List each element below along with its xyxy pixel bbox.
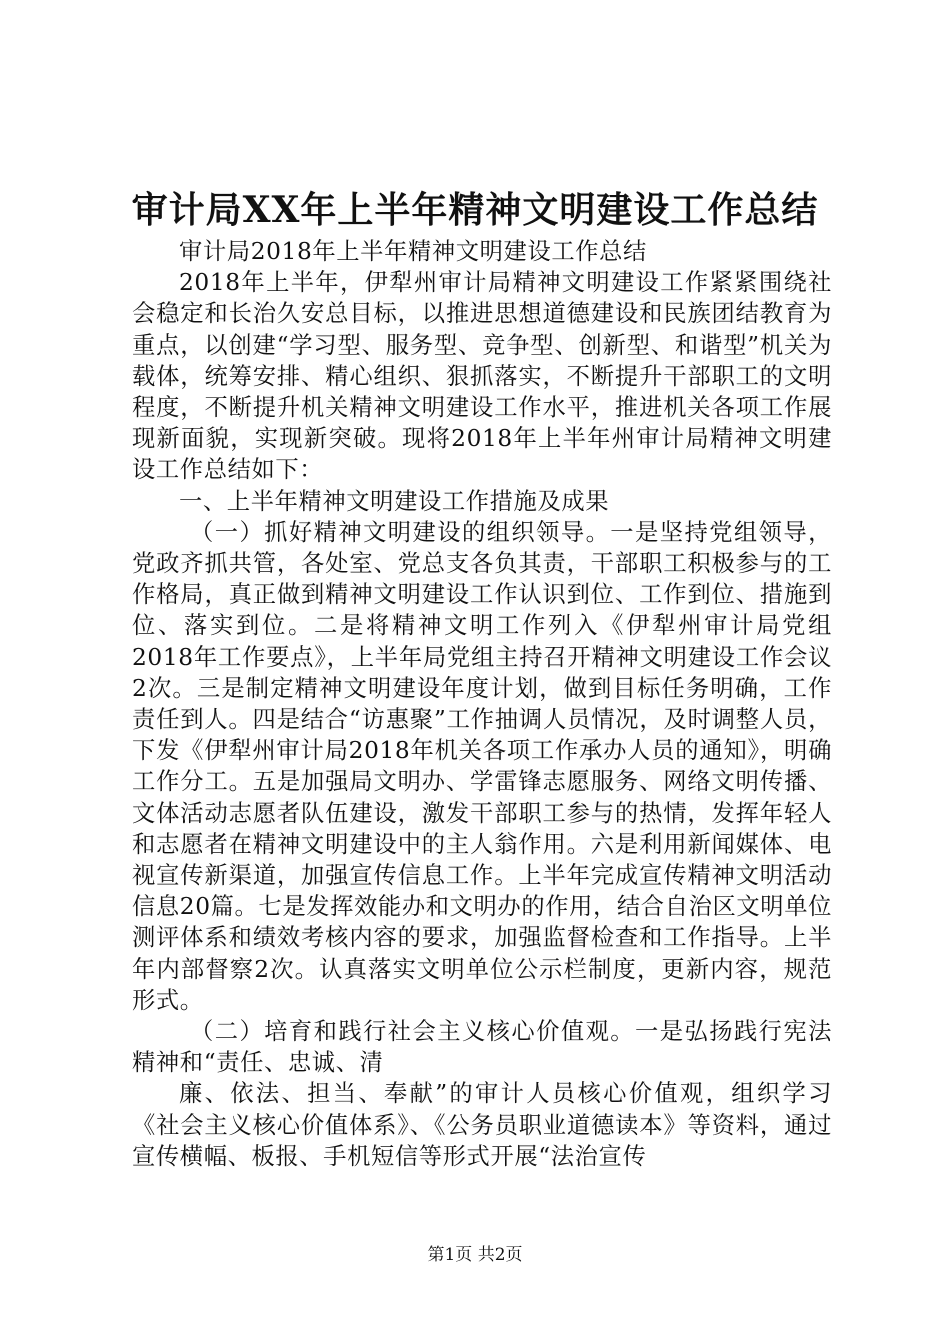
paragraph-intro: 2018年上半年，伊犁州审计局精神文明建设工作紧紧围绕社会稳定和长治久安总目标，以推进思想道德建设和民族团结教育为重点，以创建“学习型、服务型、竞争型、创新型、和谐型”机关为载体，统筹安排、精心组织、狠抓落实，不断提升干部职工的文明程度，不断提升机关精神文明建设工作水平，推进机关各项工作展现新面貌，实现新突破。现将2018年上半年州审计局精神文明建设工作总结如下： <box>132 269 832 484</box>
document-body <box>132 236 832 1172</box>
page-number-footer: 第1页 共2页 <box>427 1245 523 1265</box>
section-heading: 一、上半年精神文明建设工作措施及成果 <box>179 487 610 515</box>
paragraph-continuation: 廉、依法、担当、奉献”的审计人员核心价值观，组织学习《社会主义核心价值体系》、《公务员职业道德读本》等资料，通过宣传横幅、板报、手机短信等形式开展“法治宣传 <box>132 1080 832 1170</box>
paragraph-core-values: （二）培育和践行社会主义核心价值观。一是弘扬践行宪法精神和“责任、忠诚、清 <box>132 1018 832 1077</box>
paragraph-organization: （一）抓好精神文明建设的组织领导。一是坚持党组领导，党政齐抓共管，各处室、党总支各负其责，干部职工积极参与的工作格局，真正做到精神文明建设工作认识到位、工作到位、措施到位、落实到位。二是将精神文明工作列入《伊犁州审计局党组2018年工作要点》，上半年局党组主持召开精神文明建设工作会议2次。三是制定精神文明建设年度计划，做到目标任务明确，工作责任到人。四是结合“访惠聚”工作抽调人员情况，及时调整人员，下发《伊犁州审计局2018年机关各项工作承办人员的通知》，明确工作分工。五是加强局文明办、学雷锋志愿服务、网络文明传播、文体活动志愿者队伍建设，激发干部职工参与的热情，发挥年轻人和志愿者在精神文明建设中的主人翁作用。六是利用新闻媒体、电视宣传新渠道，加强宣传信息工作。上半年完成宣传精神文明活动信息20篇。七是发挥效能办和文明办的作用，结合自治区文明单位测评体系和绩效考核内容的要求，加强监督检查和工作指导。上半年内部督察2次。认真落实文明单位公示栏制度，更新内容，规范形式。 <box>132 518 832 1014</box>
document-title: 审计局XX年上半年精神文明建设工作总结 <box>131 189 819 231</box>
paragraph-subtitle: 审计局2018年上半年精神文明建设工作总结 <box>179 238 647 265</box>
